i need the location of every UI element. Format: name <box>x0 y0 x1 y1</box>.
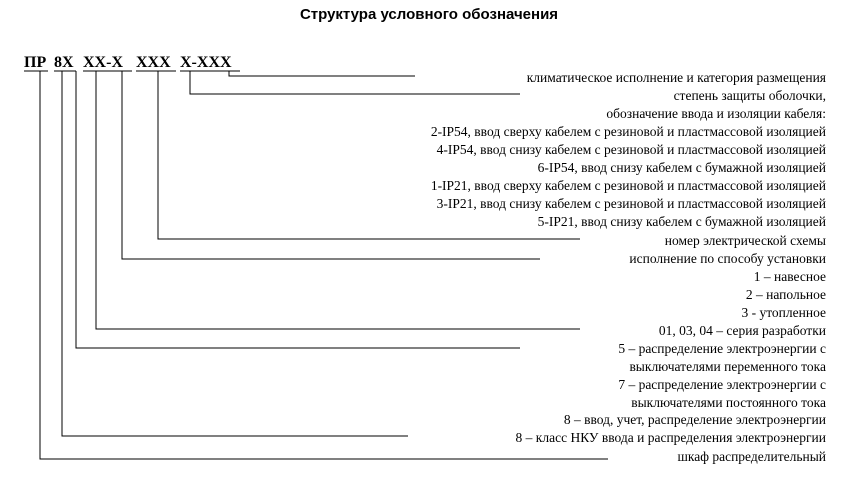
code-part-8x: 8Х <box>54 54 74 71</box>
desc-protection-1: степень защиты оболочки, <box>673 88 826 103</box>
desc-series: 01, 03, 04 – серия разработки <box>658 323 826 338</box>
code-part-xx-x: ХХ-Х <box>83 54 123 71</box>
desc-dist-7a: 7 – распределение электроэнергии с <box>618 377 826 392</box>
desc-install-2: 2 – напольное <box>745 287 826 302</box>
code-part-x-xxx: Х-ХХХ <box>180 54 232 71</box>
desc-dist-8: 8 – ввод, учет, распределение электроэнергии <box>563 412 826 427</box>
desc-installation: исполнение по способу установки <box>629 251 826 266</box>
desc-option-2: 2-IP54, ввод сверху кабелем с резиновой и пластмассовой изоляцией <box>430 124 826 139</box>
desc-option-1: 1-IP21, ввод сверху кабелем с резиновой и пластмассовой изоляцией <box>430 178 826 193</box>
code-part-xxx: ХХХ <box>136 54 171 71</box>
code-part-pr: ПР <box>24 54 47 71</box>
leader-climatic <box>229 71 415 76</box>
desc-protection-2: обозначение ввода и изоляции кабеля: <box>606 106 826 121</box>
leader-protection <box>190 71 520 94</box>
desc-nku-class: 8 – класс НКУ ввода и распределения электроэнергии <box>515 430 826 445</box>
desc-option-5: 5-IP21, ввод снизу кабелем с бумажной изоляцией <box>537 214 826 229</box>
desc-option-6: 6-IP54, ввод снизу кабелем с бумажной изоляцией <box>537 160 826 175</box>
desc-cabinet: шкаф распределительный <box>677 449 826 464</box>
desc-dist-5a: 5 – распределение электроэнергии с <box>618 341 826 356</box>
desc-install-1: 1 – навесное <box>753 269 826 284</box>
leader-installation <box>122 71 540 259</box>
desc-dist-5b: выключателями переменного тока <box>629 359 826 374</box>
leader-nku-class <box>62 71 408 436</box>
desc-climatic: климатическое исполнение и категория размещения <box>526 70 826 85</box>
desc-install-3: 3 - утопленное <box>741 305 826 320</box>
desc-option-3: 3-IP21, ввод снизу кабелем с резиновой и пластмассовой изоляцией <box>436 196 826 211</box>
desc-scheme-number: номер электрической схемы <box>664 233 826 248</box>
desc-dist-7b: выключателями постоянного тока <box>631 395 826 410</box>
desc-option-4: 4-IP54, ввод снизу кабелем с резиновой и пластмассовой изоляцией <box>436 142 826 157</box>
diagram-title: Структура условного обозначения <box>299 6 559 23</box>
